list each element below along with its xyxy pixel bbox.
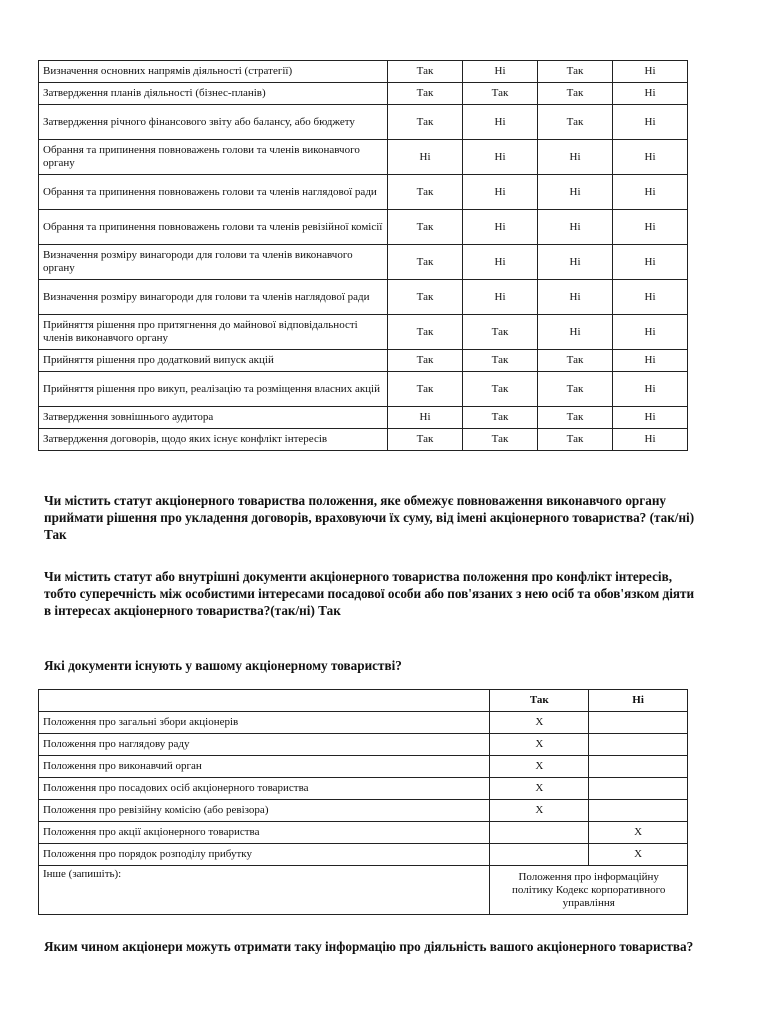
power-value-c3: Так	[538, 61, 613, 83]
power-value-c4: Ні	[613, 175, 688, 210]
question-documents: Які документи існують у вашому акціонерному товаристві?	[44, 658, 402, 673]
power-label: Визначення основних напрямів діяльності (стратегії)	[39, 61, 388, 83]
power-label: Обрання та припинення повноважень голови та членів ревізійної комісії	[39, 210, 388, 245]
table-row	[39, 822, 688, 844]
document-label: Положення про порядок розподілу прибутку	[39, 844, 490, 866]
power-value-c1: Так	[388, 372, 463, 407]
power-value-c2: Ні	[463, 61, 538, 83]
power-value-c1: Так	[388, 429, 463, 451]
table-row	[39, 778, 688, 800]
power-value-c3: Так	[538, 350, 613, 372]
power-value-c4: Ні	[613, 350, 688, 372]
power-value-c3: Так	[538, 372, 613, 407]
power-value-c3: Так	[538, 407, 613, 429]
power-value-c1: Так	[388, 61, 463, 83]
power-label: Прийняття рішення про притягнення до майнової відповідальності членів виконавчого органу	[39, 315, 388, 350]
power-value-c2: Так	[463, 83, 538, 105]
documents-header-no: Ні	[589, 690, 688, 712]
power-value-c2: Так	[463, 372, 538, 407]
document-yes-mark: X	[490, 756, 589, 778]
power-label: Прийняття рішення про додатковий випуск акцій	[39, 350, 388, 372]
documents-header-blank	[39, 690, 490, 712]
power-value-c1: Ні	[388, 140, 463, 175]
documents-header-yes: Так	[490, 690, 589, 712]
table-row	[39, 175, 688, 210]
table-row	[39, 83, 688, 105]
power-value-c1: Так	[388, 350, 463, 372]
document-yes-mark: X	[490, 800, 589, 822]
power-value-c3: Ні	[538, 140, 613, 175]
table-row	[39, 245, 688, 280]
power-value-c4: Ні	[613, 407, 688, 429]
table-row	[39, 429, 688, 451]
power-value-c2: Ні	[463, 140, 538, 175]
power-value-c2: Так	[463, 429, 538, 451]
power-value-c3: Ні	[538, 175, 613, 210]
documents-table	[38, 689, 688, 915]
power-value-c4: Ні	[613, 280, 688, 315]
power-value-c4: Ні	[613, 61, 688, 83]
table-row	[39, 61, 688, 83]
power-value-c1: Так	[388, 83, 463, 105]
question-contract-limits: Чи містить статут акціонерного товариства положення, яке обмежує повноваження виконавчого органу приймати рішення про укладення договорів, враховуючи їх суму, від імені акціонерного товариства? (так/ні) Так	[44, 493, 695, 542]
power-value-c2: Ні	[463, 175, 538, 210]
power-value-c4: Ні	[613, 210, 688, 245]
document-yes-mark	[490, 844, 589, 866]
table-row	[39, 210, 688, 245]
power-value-c3: Ні	[538, 315, 613, 350]
power-value-c4: Ні	[613, 245, 688, 280]
document-yes-mark: X	[490, 712, 589, 734]
document-label: Положення про виконавчий орган	[39, 756, 490, 778]
document-label: Положення про наглядову раду	[39, 734, 490, 756]
power-value-c3: Так	[538, 105, 613, 140]
document-no-mark	[589, 734, 688, 756]
power-label: Затвердження планів діяльності (бізнес-планів)	[39, 83, 388, 105]
document-no-mark: X	[589, 844, 688, 866]
power-value-c2: Так	[463, 407, 538, 429]
power-value-c3: Так	[538, 83, 613, 105]
power-value-c2: Ні	[463, 280, 538, 315]
power-value-c1: Так	[388, 315, 463, 350]
power-value-c1: Так	[388, 280, 463, 315]
table-row	[39, 315, 688, 350]
power-value-c2: Ні	[463, 245, 538, 280]
power-value-c2: Ні	[463, 210, 538, 245]
document-no-mark	[589, 800, 688, 822]
table-row	[39, 372, 688, 407]
question-info-access: Яким чином акціонери можуть отримати таку інформацію про діяльність вашого акціонерного товариства?	[44, 939, 694, 954]
document-label: Положення про посадових осіб акціонерного товариства	[39, 778, 490, 800]
table-row	[39, 800, 688, 822]
power-label: Визначення розміру винагороди для голови та членів наглядової ради	[39, 280, 388, 315]
power-value-c1: Так	[388, 105, 463, 140]
power-value-c1: Так	[388, 245, 463, 280]
document-no-mark: X	[589, 822, 688, 844]
power-label: Обрання та припинення повноважень голови та членів виконавчого органу	[39, 140, 388, 175]
document-label: Положення про акції акціонерного товариства	[39, 822, 490, 844]
power-label: Визначення розміру винагороди для голови та членів виконавчого органу	[39, 245, 388, 280]
table-row	[39, 407, 688, 429]
table-row	[39, 350, 688, 372]
table-row	[39, 844, 688, 866]
document-no-mark	[589, 756, 688, 778]
power-value-c3: Ні	[538, 245, 613, 280]
power-value-c4: Ні	[613, 83, 688, 105]
power-label: Обрання та припинення повноважень голови та членів наглядової ради	[39, 175, 388, 210]
power-value-c1: Ні	[388, 407, 463, 429]
document-no-mark	[589, 712, 688, 734]
document-label: Положення про ревізійну комісію (або ревізора)	[39, 800, 490, 822]
corporate-powers-table	[38, 60, 688, 451]
power-value-c1: Так	[388, 210, 463, 245]
power-label: Затвердження річного фінансового звіту або балансу, або бюджету	[39, 105, 388, 140]
power-value-c3: Ні	[538, 210, 613, 245]
power-label: Затвердження зовнішнього аудитора	[39, 407, 388, 429]
power-value-c4: Ні	[613, 372, 688, 407]
power-value-c2: Так	[463, 350, 538, 372]
power-value-c4: Ні	[613, 140, 688, 175]
table-row	[39, 105, 688, 140]
power-value-c2: Ні	[463, 105, 538, 140]
document-yes-mark	[490, 822, 589, 844]
table-row	[39, 140, 688, 175]
document-no-mark	[589, 778, 688, 800]
question-conflict-of-interest: Чи містить статут або внутрішні документи акціонерного товариства положення про конфлікт інтересів, тобто суперечність між особистими інтересами посадової особи або пов'язаних з нею осіб та обов'язком діяти в інтересах акціонерного товариства?(так/ні) Так	[44, 569, 695, 618]
other-value: Положення про інформаційну політику Кодекс корпоративного управління	[490, 866, 688, 915]
power-label: Затвердження договорів, щодо яких існує конфлікт інтересів	[39, 429, 388, 451]
document-label: Положення про загальні збори акціонерів	[39, 712, 490, 734]
other-label: Інше (запишіть):	[39, 866, 490, 915]
power-value-c1: Так	[388, 175, 463, 210]
power-value-c4: Ні	[613, 315, 688, 350]
table-row	[39, 712, 688, 734]
power-value-c4: Ні	[613, 429, 688, 451]
table-row	[39, 280, 688, 315]
power-value-c3: Ні	[538, 280, 613, 315]
power-value-c4: Ні	[613, 105, 688, 140]
table-row	[39, 756, 688, 778]
power-label: Прийняття рішення про викуп, реалізацію та розміщення власних акцій	[39, 372, 388, 407]
document-yes-mark: X	[490, 734, 589, 756]
table-row-other	[39, 866, 688, 915]
power-value-c3: Так	[538, 429, 613, 451]
documents-table-header	[39, 690, 688, 712]
document-yes-mark: X	[490, 778, 589, 800]
table-row	[39, 734, 688, 756]
power-value-c2: Так	[463, 315, 538, 350]
